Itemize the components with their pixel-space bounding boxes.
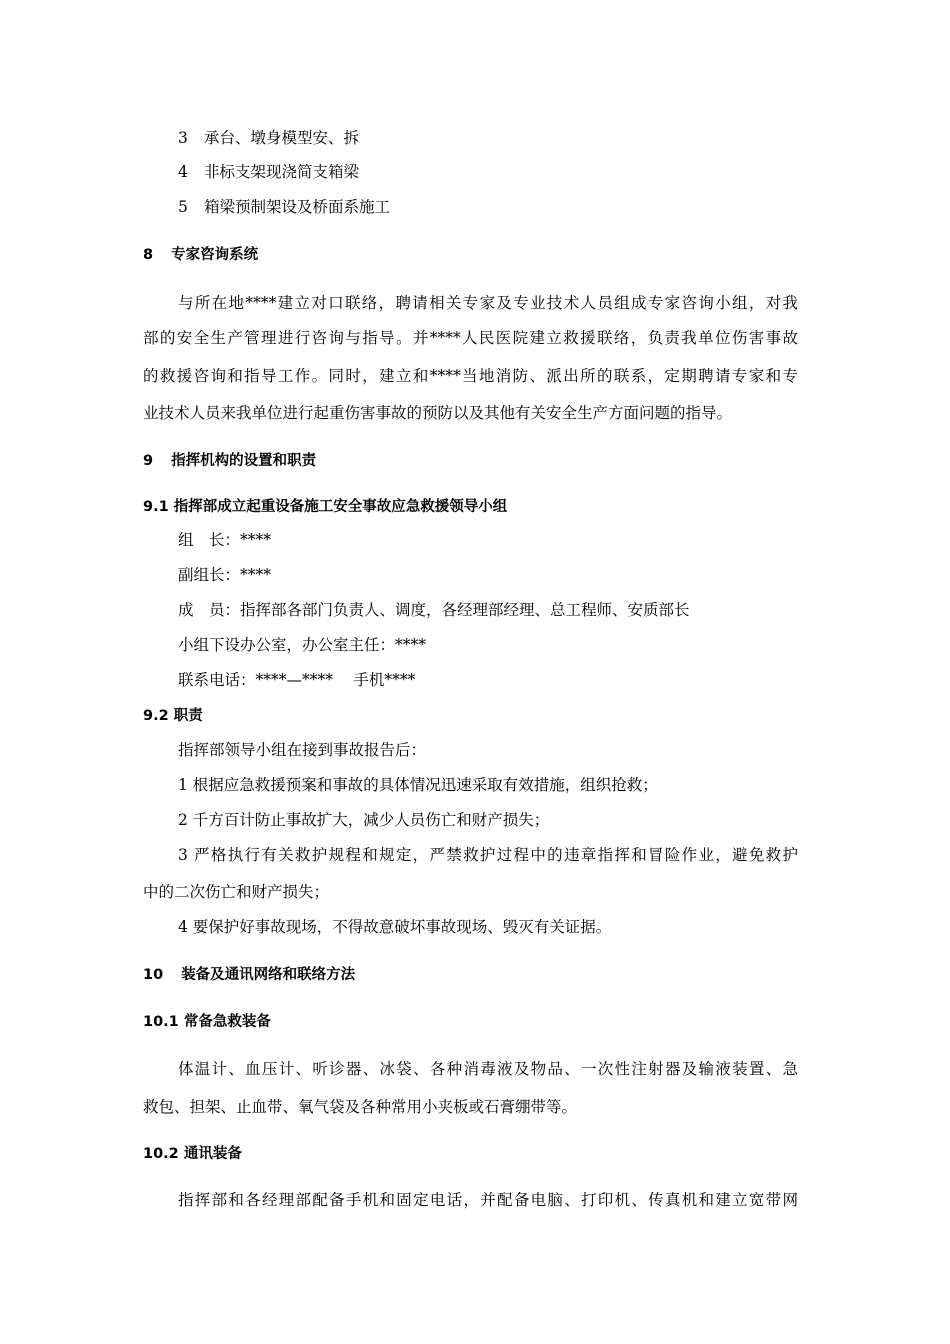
paragraph-line: 救包、担架、止血带、氧气袋及各种常用小夹板或石膏绷带等。: [143, 1098, 578, 1116]
list-number: 3: [178, 129, 188, 147]
contact-line: 联系电话：****—**** 手机****: [178, 671, 416, 689]
duty-item-continued: 中的二次伤亡和财产损失；: [143, 883, 330, 901]
section-10-heading: [143, 965, 355, 985]
subsection-10-2-heading: 10.2 通讯装备: [143, 1146, 242, 1162]
subsection-10-1-heading: 10.1 常备急救装备: [143, 1014, 271, 1030]
paragraph-line: 部的安全生产管理进行咨询与指导。并****人民医院建立救援联络，负责我单位伤害事故: [143, 329, 798, 347]
section-9-heading: [143, 451, 316, 471]
paragraph-line: 业技术人员来我单位进行起重伤害事故的预防以及其他有关安全生产方面问题的指导。: [143, 404, 733, 422]
section-title: 指挥机构的设置和职责: [171, 453, 317, 469]
section-8-heading: [143, 245, 258, 265]
member-line: 组 长：****: [178, 531, 272, 549]
duty-item: 2 千方百计防止事故扩大，减少人员伤亡和财产损失；: [178, 811, 550, 829]
section-number: 9: [143, 453, 154, 469]
paragraph-line: 体温计、血压计、听诊器、冰袋、各种消毒液及物品、一次性注射器及输液装置、急: [178, 1060, 798, 1078]
list-item: [178, 128, 359, 148]
section-title: 专家咨询系统: [171, 247, 259, 263]
paragraph-line: 的救援咨询和指导工作。同时，建立和****当地消防、派出所的联系，定期聘请专家和专: [143, 367, 798, 385]
duty-intro: 指挥部领导小组在接到事故报告后：: [178, 741, 427, 759]
duty-item: 4 要保护好事故现场，不得故意破坏事故现场、毁灭有关证据。: [178, 918, 612, 936]
section-number: 8: [143, 247, 154, 263]
section-title: 装备及通讯网络和联络方法: [181, 967, 356, 983]
list-text: 非标支架现浇简支箱梁: [204, 163, 360, 181]
member-line: 小组下设办公室，办公室主任：****: [178, 636, 427, 654]
member-line: 副组长：****: [178, 566, 272, 584]
list-item: [178, 162, 359, 182]
section-number: 10: [143, 967, 164, 983]
subsection-9-2-heading: 9.2 职责: [143, 708, 203, 724]
list-text: 承台、墩身模型安、拆: [204, 129, 360, 147]
list-number: 5: [178, 198, 188, 216]
list-text: 箱梁预制架设及桥面系施工: [204, 198, 391, 216]
paragraph-line: 与所在地****建立对口联络，聘请相关专家及专业技术人员组成专家咨询小组，对我: [178, 294, 798, 312]
member-line: 成 员：指挥部各部门负责人、调度，各经理部经理、总工程师、安质部长: [178, 601, 690, 619]
list-item: [178, 197, 390, 217]
duty-item: 3 严格执行有关救护规程和规定，严禁救护过程中的违章指挥和冒险作业，避免救护: [178, 846, 798, 864]
list-number: 4: [178, 163, 188, 181]
paragraph-line: 指挥部和各经理部配备手机和固定电话，并配备电脑、打印机、传真机和建立宽带网: [178, 1191, 798, 1209]
subsection-9-1-heading: 9.1 指挥部成立起重设备施工安全事故应急救援领导小组: [143, 499, 508, 515]
duty-item: 1 根据应急救援预案和事故的具体情况迅速采取有效措施，组织抢救；: [178, 776, 658, 794]
